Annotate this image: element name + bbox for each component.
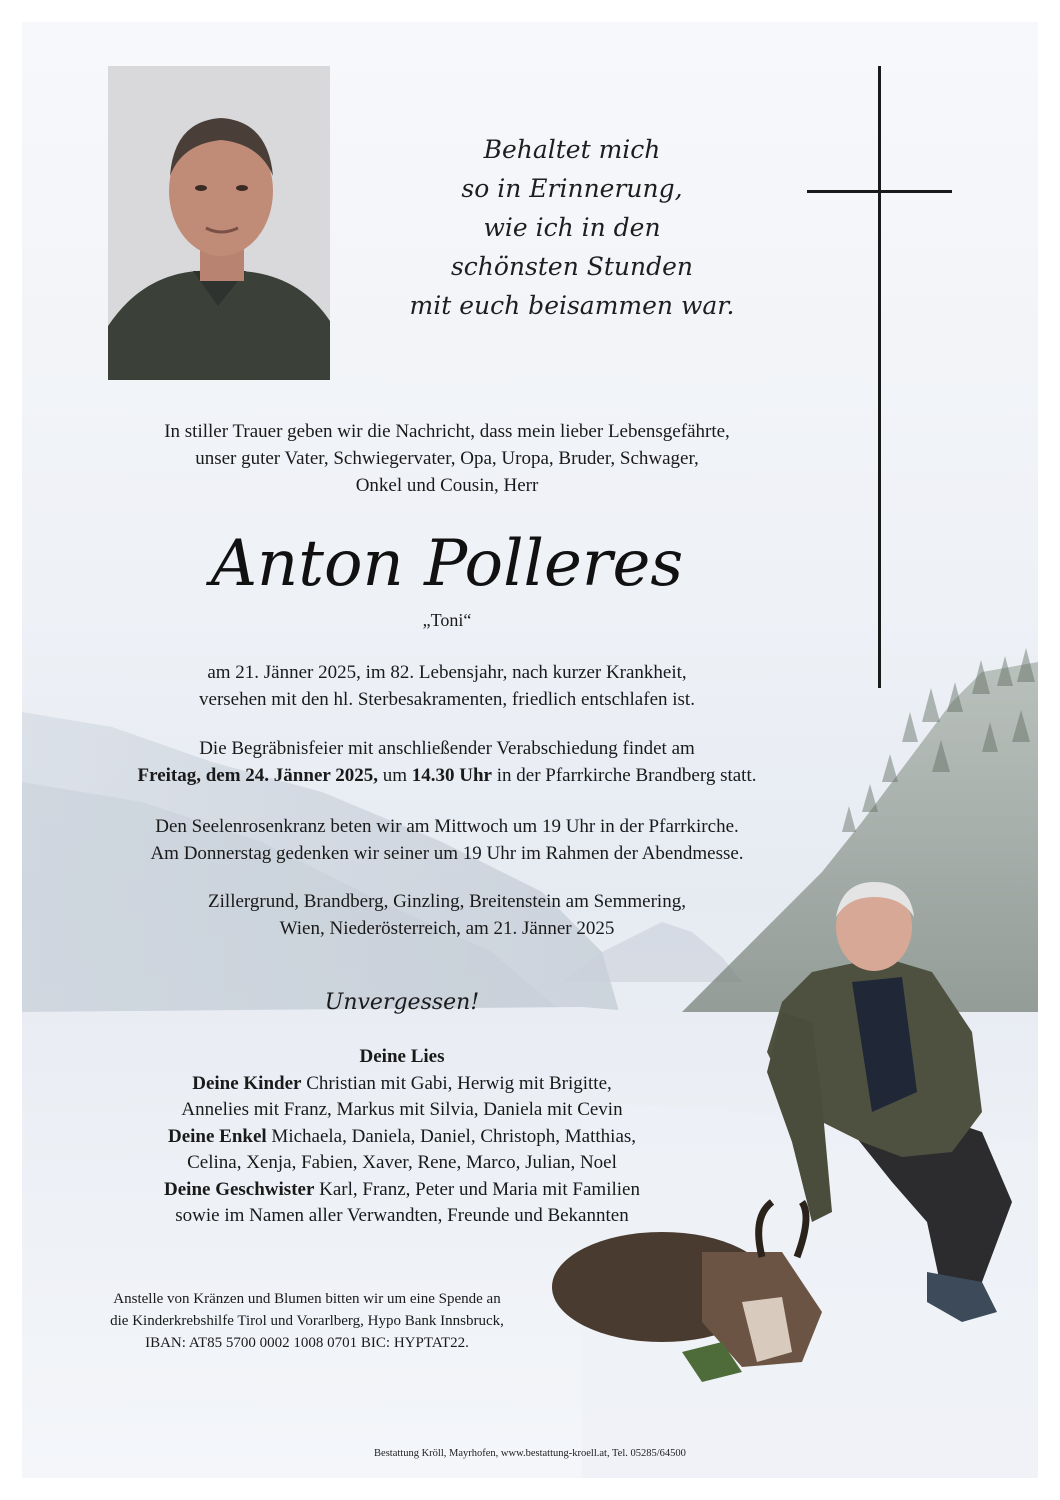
partner: Deine Lies: [359, 1046, 445, 1067]
verse-line: Behaltet mich: [483, 135, 661, 164]
funeral-date: Freitag, dem 24. Jänner 2025,: [137, 765, 378, 786]
donation-line: Anstelle von Kränzen und Blumen bitten wir um eine Spende an: [113, 1291, 501, 1307]
funeral-time: 14.30 Uhr: [411, 765, 492, 786]
verse-line: schönsten Stunden: [450, 252, 694, 281]
donation-line: IBAN: AT85 5700 0002 1008 0701 BIC: HYPTAT22.: [145, 1335, 469, 1351]
passing-line: versehen mit den hl. Sterbesakramenten, friedlich entschlafen ist.: [199, 689, 695, 710]
places-line: Zillergrund, Brandberg, Ginzling, Breitenstein am Semmering,: [208, 891, 686, 912]
deceased-nickname: „Toni“: [422, 610, 472, 630]
obituary-card: [22, 22, 1038, 1478]
grandchildren-line: Deine Enkel Michaela, Daniela, Daniel, Christoph, Matthias,: [167, 1125, 637, 1147]
children-line-2: Annelies mit Franz, Markus mit Silvia, Daniela mit Cevin: [181, 1099, 623, 1120]
rosary-line: Den Seelenrosenkranz beten wir am Mittwoch um 19 Uhr in der Pfarrkirche.: [155, 816, 739, 837]
rosary-line: Am Donnerstag gedenken wir seiner um 19 Uhr im Rahmen der Abendmesse.: [150, 843, 744, 864]
siblings-line: Deine Geschwister Karl, Franz, Peter und Maria mit Familien: [164, 1178, 640, 1200]
portrait-photo: [108, 66, 330, 380]
donation-note: [22, 1288, 592, 1354]
funeral-place: in der Pfarrkirche Brandberg statt.: [491, 765, 757, 786]
verse-line: wie ich in den: [483, 213, 661, 242]
unvergessen-heading: Unvergessen!: [324, 990, 480, 1015]
places-date: [22, 888, 872, 942]
places-line: Wien, Niederösterreich, am 21. Jänner 2025: [279, 918, 615, 939]
verse-line: so in Erinnerung,: [461, 174, 683, 203]
intro-line: unser guter Vater, Schwiegervater, Opa, Uropa, Bruder, Schwager,: [195, 448, 699, 469]
announcement-intro: [62, 418, 832, 499]
intro-line: In stiller Trauer geben wir die Nachricht, dass mein lieber Lebensgefährte,: [164, 421, 730, 442]
intro-line: Onkel und Cousin, Herr: [355, 475, 539, 496]
mourners-list: [22, 1044, 782, 1230]
passing-info: [22, 659, 872, 713]
funeral-line: Die Begräbnisfeier mit anschließender Verabschiedung findet am: [199, 738, 695, 759]
memorial-verse: [382, 130, 762, 325]
funeral-home-footer: Bestattung Kröll, Mayrhofen, www.bestattung-kroell.at, Tel. 05285/64500: [374, 1448, 686, 1459]
passing-line: am 21. Jänner 2025, im 82. Lebensjahr, nach kurzer Krankheit,: [207, 662, 687, 683]
verse-line: mit euch beisammen war.: [409, 291, 735, 320]
grandchildren-line-2: Celina, Xenja, Fabien, Xaver, Rene, Marco, Julian, Noel: [187, 1152, 617, 1173]
closing-line: sowie im Namen aller Verwandten, Freunde und Bekannten: [175, 1205, 629, 1226]
children-line: Deine Kinder Christian mit Gabi, Herwig mit Brigitte,: [192, 1072, 612, 1094]
funeral-info: [22, 735, 872, 789]
deceased-name: Anton Polleres: [210, 527, 684, 601]
donation-line: die Kinderkrebshilfe Tirol und Vorarlberg, Hypo Bank Innsbruck,: [110, 1313, 504, 1329]
rosary-info: [22, 813, 872, 867]
funeral-details: Freitag, dem 24. Jänner 2025, um 14.30 Uhr in der Pfarrkirche Brandberg statt.: [137, 765, 757, 786]
